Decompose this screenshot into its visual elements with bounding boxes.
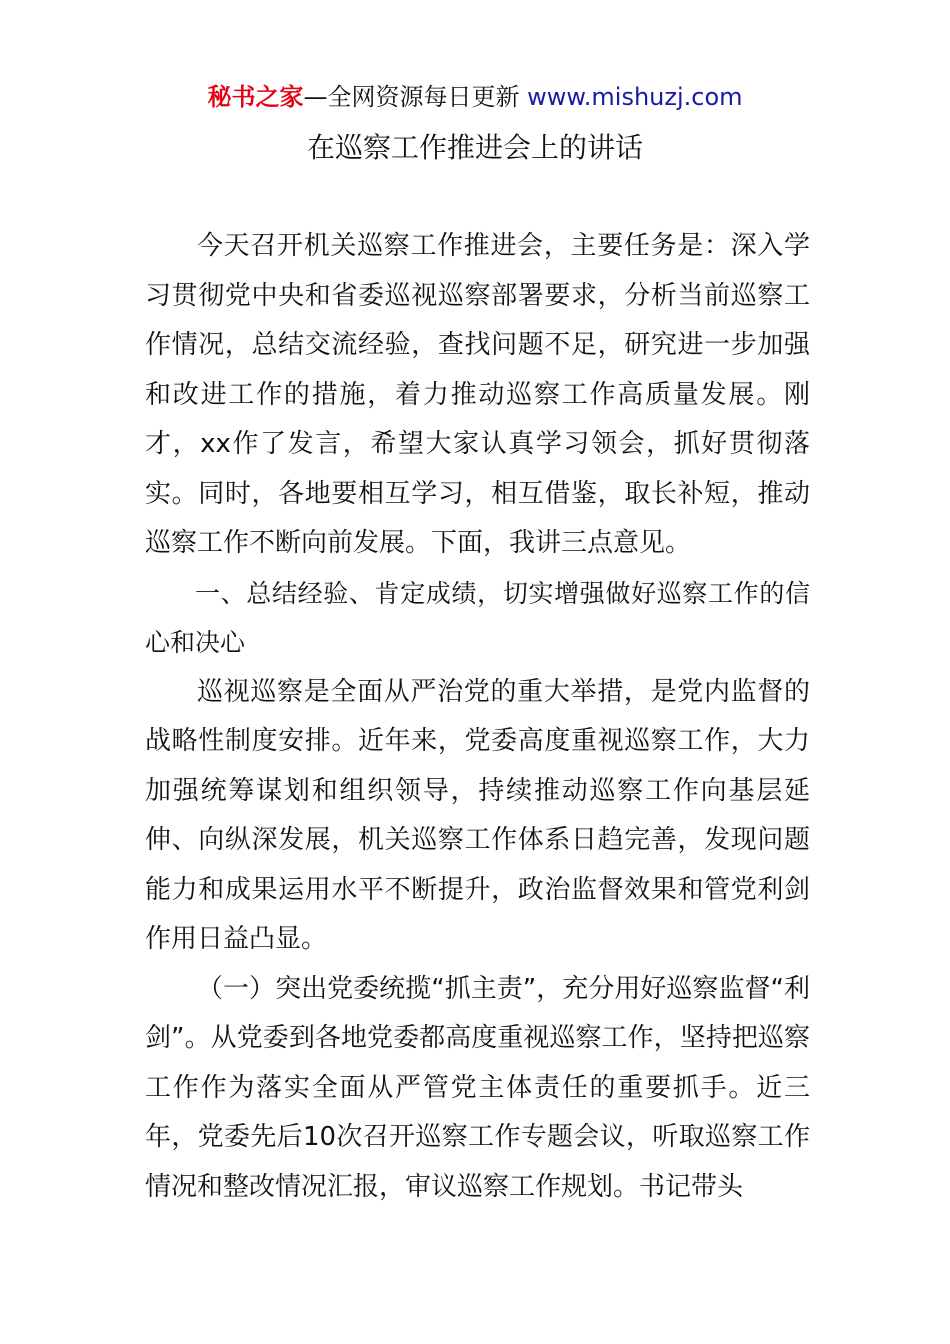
- brand-name: 秘书之家: [207, 83, 304, 111]
- section-heading-1: 一、总结经验、肯定成绩，切实增强做好巡察工作的信心和决心: [145, 578, 810, 657]
- site-header: [0, 80, 950, 114]
- site-url-link[interactable]: www.mishuzj.com: [527, 83, 743, 111]
- paragraph-intro: 今天召开机关巡察工作推进会，主要任务是：深入学习贯彻党中央和省委巡视巡察部署要求，分析当前巡察工作情况，总结交流经验，查找问题不足，研究进一步加强和改进工作的措施，着力推动巡察工作高质量发展。刚才，xx作了发言，希望大家认真学习领会，抓好贯彻落实。同时，各地要相互学习，相互借鉴，取长补短，推动巡察工作不断向前发展。下面，我讲三点意见。: [145, 231, 810, 558]
- paragraph-section-1: 巡视巡察是全面从严治党的重大举措，是党内监督的战略性制度安排。近年来，党委高度重视巡察工作，大力加强统筹谋划和组织领导，持续推动巡察工作向基层延伸、向纵深发展，机关巡察工作体系日趋完善，发现问题能力和成果运用水平不断提升，政治监督效果和管党利剑作用日益凸显。: [145, 676, 810, 954]
- document-body: [145, 222, 810, 1212]
- paragraph-subsection-1: （一）突出党委统揽“抓主责”，充分用好巡察监督“利剑”。从党委到各地党委都高度重视巡察工作，坚持把巡察工作作为落实全面从严管党主体责任的重要抓手。近三年，党委先后10次召开巡察工作专题会议，听取巡察工作情况和整改情况汇报，审议巡察工作规划。书记带头: [145, 973, 810, 1202]
- document-title: 在巡察工作推进会上的讲话: [306, 131, 643, 164]
- header-tagline: —全网资源每日更新: [303, 83, 528, 111]
